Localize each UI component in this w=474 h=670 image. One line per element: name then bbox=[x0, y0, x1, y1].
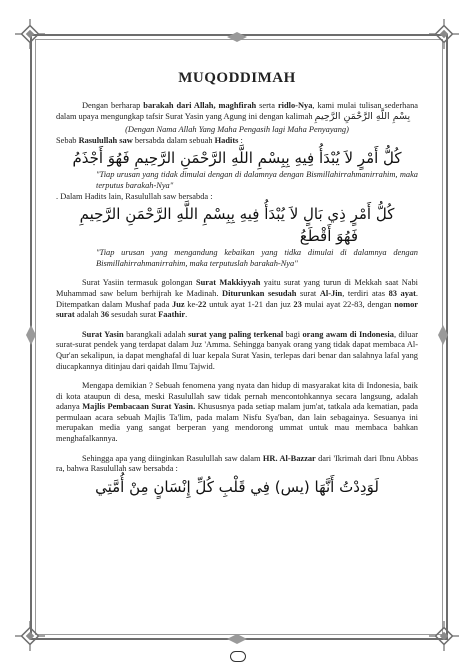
document-body bbox=[56, 70, 418, 499]
text-run: Sebab bbox=[56, 135, 79, 145]
bold-run: Rasulullah saw bbox=[78, 135, 133, 145]
text-run: Khususnya pada setiap malam jum'at, tatkala ada kematian, pada permulaan acara sebuah Majlis Ta'lim, pada malam Nisfu Sya'ban, dan lain sebagainya. Sesuanya ini merupakan media yang sangat berperan yang mendorong ummat untuk mau membaca bahkan menghafalkannya. bbox=[56, 402, 419, 444]
text-run: Surat Yasiin termasuk golongan bbox=[82, 278, 196, 288]
bold-run: 22 bbox=[198, 299, 207, 309]
page-number-oval bbox=[230, 651, 246, 662]
ornamental-diamond-icon bbox=[438, 325, 448, 345]
ornamental-diamond-icon bbox=[26, 325, 36, 345]
hadith-intro bbox=[56, 136, 418, 147]
text-run: Mengapa demikian ? Sebuah fenomena yang nyata dan hidup di masyarakat kita di Indonesia, baik di kota ataupun di desa, meski Rasulullah saw tidak pernah mencontohkannya secara langsung, adalah adanya bbox=[56, 381, 418, 412]
hadith-arabic-1: كُلُّ أَمْرٍ لاَ يُبْدَأُ فِيهِ بِبِسْمِ اللَّهِ الرَّحْمَنِ الرَّحِيمِ فَهُوَ أَجْذَمُ bbox=[72, 149, 402, 168]
bold-run: ridlo-Nya bbox=[277, 101, 313, 110]
hadith-arabic-3: لَوَدِدْتُ أَنَّهَا (يس) فِي قَلْبِ كُلِّ إِنْسَانٍ مِنْ أُمَّتِي bbox=[95, 477, 379, 496]
bold-run: HR. Al-Bazzar bbox=[262, 453, 316, 463]
ornamental-corner-icon bbox=[429, 621, 459, 651]
bold-run: orang awam di Indonesia bbox=[302, 329, 394, 339]
hadith-arabic-2-cont: فَهُوَ أَقْطَعُ bbox=[299, 227, 358, 246]
text-run: , terdiri atas bbox=[342, 288, 389, 298]
bold-run: 83 ayat bbox=[388, 288, 416, 298]
bold-run: Surat Yasin bbox=[82, 329, 124, 339]
text-run: yaitu surat yang turun di Mekkah saat Nabi Muhammad saw belum berhijrah ke Madinah. bbox=[56, 278, 418, 298]
text-run: . Ditempatkan dalam Mushaf pada bbox=[56, 288, 418, 309]
text-run: sesudah surat bbox=[109, 310, 159, 320]
basmalah-arabic: بِسْمِ اللَّهِ الرَّحْمَنِ الرَّحِيمِ bbox=[314, 110, 411, 122]
text-run: , diluar surat-surat pendek yang terdapat dalam Juz 'Amma. Sehingga banyak orang yang tidak dapat membaca Al-Qur'an sekalipun, ia dapat menghafal di luar kepala Surat Yasin, terlepas dari benar dan salahnya lafal yang diucapkannya ditinjau dari qaidah Ilmu Tajwid. bbox=[56, 329, 418, 371]
surah-popularity-paragraph bbox=[56, 330, 418, 372]
bold-run: 36 bbox=[100, 310, 110, 320]
hadith-translation-1: "Tiap urusan yang tidak dimulai dengan di dalamnya dengan Bismillahirrahmanirrahim, maka terputus barakah-Nya" bbox=[96, 170, 418, 190]
text-run: mulai ayat 22-83, dengan bbox=[301, 299, 395, 309]
page-title: MUQODDIMAH bbox=[178, 70, 296, 86]
bold-run: Surat Makkiyyah bbox=[195, 278, 261, 288]
text-run: : bbox=[238, 135, 243, 145]
bold-run: 23 bbox=[293, 299, 302, 309]
bold-run: surat yang paling terkenal bbox=[188, 329, 284, 339]
bold-run: Hadits bbox=[214, 135, 239, 145]
text-run: , kami mulai tulisan sederhana dalam upaya mengungkap tafsir Surat Yasin yang Agung ini dengan kalimah bbox=[56, 101, 418, 121]
text-run: untuk ayat 1-21 dan juz bbox=[206, 299, 294, 309]
bold-run: Faathir bbox=[158, 310, 186, 320]
basmalah-translation: (Dengan Nama Allah Yang Maha Pengasih lagi Maha Penyayang) bbox=[125, 125, 349, 135]
text-run: bersabda dalam sebuah bbox=[132, 135, 215, 145]
hadith-intro-2: . Dalam Hadits lain, Rasulullah saw bersabda : bbox=[56, 191, 213, 201]
hadith-arabic-2: كُلُّ أَمْرٍ ذِي بَالٍ لاَ يُبْدَأُ فِيهِ بِبِسْمِ اللَّهِ الرَّحْمَنِ الرَّحِيمِ bbox=[79, 205, 395, 224]
bold-run: Majlis Pembacaan Surat Yasin. bbox=[82, 402, 196, 412]
bazzar-paragraph bbox=[56, 454, 418, 475]
ornamental-corner-icon bbox=[15, 19, 45, 49]
bold-run: Diturunkan sesudah bbox=[222, 288, 297, 298]
text-run: Dengan berharap bbox=[82, 101, 144, 110]
bold-run: Juz bbox=[172, 299, 185, 309]
text-run: serta bbox=[256, 101, 278, 110]
bold-run: Al-Jin bbox=[319, 288, 343, 298]
ornamental-diamond-icon bbox=[227, 631, 247, 641]
text-run: Sehingga apa yang diinginkan Rasulullah saw dalam bbox=[82, 453, 263, 463]
text-run: surat bbox=[296, 288, 320, 298]
text-run: barangkali adalah bbox=[123, 329, 189, 339]
ornamental-corner-icon bbox=[15, 621, 45, 651]
ornamental-corner-icon bbox=[429, 19, 459, 49]
text-run: dari 'Ikrimah dari Ibnu Abbas ra, bahwa Rasulullah saw bersabda : bbox=[56, 453, 418, 474]
text-run: bagi bbox=[283, 329, 303, 339]
text-run: . bbox=[185, 310, 188, 320]
intro-paragraph bbox=[56, 101, 418, 122]
bold-run: nomor surat bbox=[56, 299, 418, 320]
surah-info-paragraph bbox=[56, 278, 418, 320]
hadith-translation-2: "Tiap urusan yang mengandung kebaikan yang tidka dimulai di dalamnya dengan Bismillahirrahmanirrahim, maka terputuslah barakah-Nya" bbox=[96, 248, 418, 268]
text-run: adalah bbox=[74, 310, 101, 320]
text-run: ke- bbox=[184, 299, 198, 309]
ornamental-diamond-icon bbox=[227, 29, 247, 39]
bold-run: barakah dari Allah, maghfirah bbox=[143, 101, 257, 110]
majlis-paragraph bbox=[56, 381, 418, 445]
